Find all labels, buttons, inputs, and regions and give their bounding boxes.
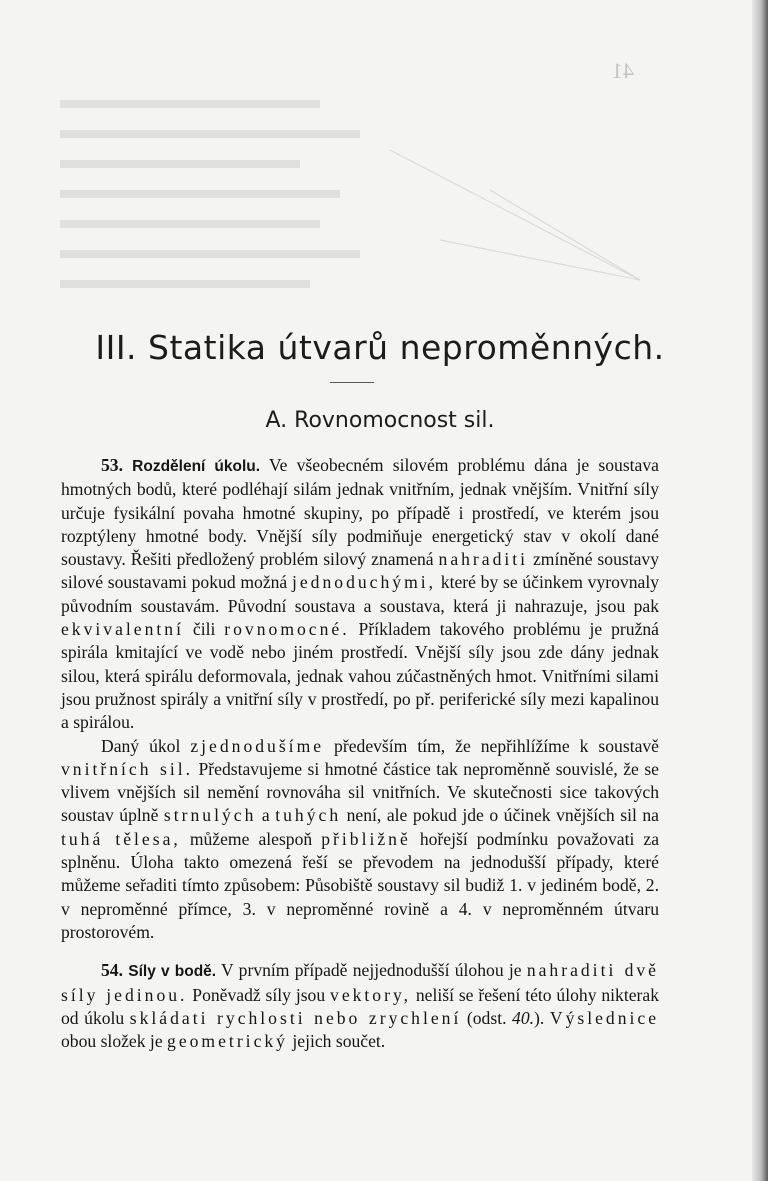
bleed-text-line: [60, 280, 310, 288]
paragraph-heading: Síly v bodě.: [128, 963, 217, 981]
emphasis-text: zjednodušíme: [190, 735, 325, 756]
emphasis-text: rovnomocné.: [224, 619, 350, 640]
paragraph-53: [61, 454, 659, 735]
text-run: V prvním případě nejjednodušší úlohou je: [216, 960, 527, 981]
bleed-text-line: [60, 100, 320, 108]
text-run: můžeme alespoň: [180, 828, 322, 849]
text-run: Ve všeobecném silovém problému dána je soustava hmotných bodů, které podléhají silám jednak vnitřním, jednak vnějším. Vnitřní síly určuje fysikální povaha hmotné skupiny, po případě i prostředí, ve kterém jsou rozptýleny hmotné body. Vnější síly podmiňuje energetický stav v okolí dané soustavy. Řešiti předložený problém silový znamená: [61, 455, 659, 570]
emphasis-text: přibližně: [321, 828, 411, 849]
text-run: a: [256, 805, 276, 826]
emphasis-text: nahraditi: [438, 549, 529, 570]
title-rule: [330, 382, 374, 383]
paragraph-number: 53.: [101, 455, 123, 475]
bleed-through-figure: [60, 40, 660, 330]
emphasis-text: ekvivalentní: [61, 619, 184, 640]
paragraph-53-continued: [61, 735, 659, 945]
text-run: zmíněné soustavy silové soustavami pokud možná: [61, 549, 659, 593]
text-run: hořejší podmínku považovati za splněnu. Úloha takto omezená řeší se převodem na jednodušší případy, které můžeme seřaditi tímto způsobem: Působiště soustavy sil budiž 1. v jediném bodě, 2. v neproměnné přímce, 3. v neproměnné rovině a 4. v neproměnném útvaru prostorovém.: [61, 828, 659, 942]
bleed-line: [440, 240, 640, 280]
bleed-text-line: [60, 130, 360, 138]
paragraph-54: [61, 959, 659, 1053]
paragraph-number: 54.: [101, 960, 123, 981]
bleed-line: [390, 150, 640, 280]
emphasis-text: vnitřních sil.: [61, 758, 194, 779]
bleed-text-line: [60, 220, 320, 228]
page-number: 41: [612, 58, 634, 83]
text-run: které by se účinkem vyrovnaly původním soustavám. Původní soustava a soustava, která ji nahrazuje, jsou pak: [61, 572, 660, 616]
emphasis-text: geometrický: [167, 1031, 288, 1052]
bleed-text-line: [60, 160, 300, 168]
cross-reference: 40.: [512, 1007, 535, 1028]
emphasis-text: jednoduchými,: [291, 572, 437, 593]
bleed-text-line: [60, 190, 340, 198]
text-run: (odst.: [461, 1007, 513, 1028]
emphasis-text: Výslednice: [549, 1007, 660, 1028]
section-title: A. Rovnomocnost sil.: [265, 408, 495, 433]
text-run: Daný úkol: [101, 735, 191, 756]
book-edge-shadow: [752, 0, 768, 1181]
emphasis-text: nahraditi dvě síly jedinou.: [61, 960, 659, 1005]
emphasis-text: vektory,: [330, 984, 412, 1005]
emphasis-text: skládati rychlosti nebo zrychlení: [129, 1007, 462, 1028]
text-run: Představujeme si hmotné částice tak neproměnně souvislé, že se vlivem vnějších sil nemění rovnováha sil vnitřních. Ve skutečnosti sice takových soustav úplně: [61, 758, 659, 826]
text-run: především tím, že nepřihlížíme k soustavě: [324, 735, 659, 756]
bleed-line: [490, 190, 640, 280]
emphasis-text: tuhá tělesa,: [61, 828, 181, 849]
text-run: obou složek je: [61, 1031, 168, 1052]
bleed-text-line: [60, 250, 360, 258]
emphasis-text: strnulých: [163, 805, 257, 826]
text-run: není, ale pokud jde o účinek vnějších sil na: [341, 805, 659, 826]
chapter-title: III. Statika útvarů neproměnných.: [95, 328, 665, 367]
paragraph-heading: Rozdělení úkolu.: [132, 458, 261, 475]
text-run: Poněvadž síly jsou: [187, 984, 331, 1005]
body-text: [61, 454, 659, 1053]
emphasis-text: tuhých: [275, 805, 342, 826]
text-run: čili: [183, 619, 225, 640]
text-run: ).: [534, 1007, 550, 1028]
text-run: jejich součet.: [287, 1031, 386, 1052]
text-run: neliší se řešení této úlohy nikterak od úkolu: [61, 984, 659, 1028]
text-run: Příkladem takového problému je pružná spirála kmitající ve vodě nebo jiném prostředí. Vnější síly jsou zde dány jednak silou, která spirálu deformovala, jednak vahou zúčastněných hmot. Vnitřními silami jsou pružnost spirály a vnitřní síly v prostředí, po př. periferické síly mezi kapalinou a spirálou.: [61, 619, 659, 733]
